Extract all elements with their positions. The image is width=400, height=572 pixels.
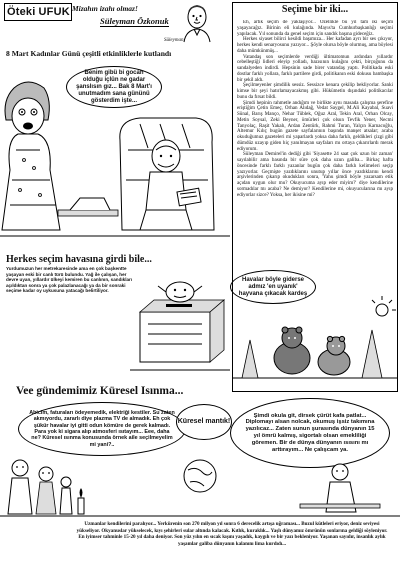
cartoon4-left-bubble bbox=[18, 402, 186, 456]
article-paragraph: Eh, artık seçim de yaklaşıyor... Özellikle bu yıl tam iki seçim yaşayacağız. Birinin eli kulağında. Mayıs'ta Cumhurbaşkanlığı seçimi yapılacak. Yıl sonunda da genel seçim için sandık başına gideceğiz. bbox=[237, 20, 393, 37]
cartoon4-headline: Vee gündemimiz Küresel Isınma... bbox=[16, 385, 184, 397]
masthead-oteki: Öteki bbox=[7, 6, 36, 18]
article-body bbox=[237, 20, 393, 386]
cartoon1-illustration bbox=[0, 60, 230, 250]
article-paragraph: Herkes siyaset bilirci kesildi başımıza... Her kafadan ayrı bir ses çıkıyor, herkes kendi senaryosunu yazıyor... Şöyle olursa böyle olurmuş, ama böylesi daha mümkünmüş... bbox=[237, 36, 393, 54]
masthead bbox=[4, 3, 72, 21]
cartoon4-illustration bbox=[0, 454, 400, 520]
cartoon1-headline: 8 Mart Kadınlar Günü çeşitli etkinliklerle kutlandı bbox=[6, 49, 172, 58]
article-paragraph: Şeçilmeyenler şimdilik sessiz. Sessizce kenara çekilip bekliyorlar. Sanki kimse bir şeyi hatırlamayacakmış gibi. Hükümetin dışındaki politikacılar bunu da fırsat bildi. bbox=[237, 82, 393, 100]
cartoon4-right-bubble-text: Şimdi okula git, dirsek çürüt kafa patlat... Diplomayı alsan nolcak, okumuş işsiz takımına yazılıcaz... Zaten sunun şurasında dünyanın 15 yıl ömrü kalmış, sigortalı olsan emekliliği göremen. Bir de dünya dünyanın ısısını mı arttırayım... Ne çalışcam ya. bbox=[245, 412, 375, 453]
masthead-ufuk: UFUK bbox=[38, 6, 70, 18]
column-author: Süleyman Özkonuk bbox=[100, 16, 169, 26]
cartoon4-mid-bubble-text: Küresel mantık! bbox=[177, 418, 231, 425]
column-motto: Mizahın izahı olmaz! bbox=[72, 4, 138, 13]
cartoon2-caption: Yurdumuzun her metrekaresinde ama en çok başkentte yaşayan eski bir canlı türü bulundu. Yağ ile çalışan, her devre uyan, yıllardır ülkeyi kemiren bu canlının, sandıkları açıldıktan sonra ya çok palazlanacağı ya da bir sonraki seçime kadar oy uykusuna yatacağı belirtiliyor. bbox=[6, 266, 133, 294]
author-caricature bbox=[178, 2, 216, 42]
cartoon2-headline: Herkes seçim havasına girdi bile... bbox=[6, 254, 152, 265]
bottom-caption: Uzmanlar kendilerini paralıyor... Yerkürenin son 270 milyon yıl sonra 6 derecelik artışa uğraması... Buzul kütleleri eriyor, deniz seviyesi yükseliyor. Okyanuslar yükselecek, kıyı şehirleri sular altında kalacak. Kıtlık, kuraklık... Yaşlı dünyamız ömrünün sonlarına geldiği söyleniyor. En iyimser tahminle 15-20 yıl daha deniyor. Son yüz yılın en sıcak kışını yaşadık, kaygılı ve bir yazı bekleniyor. Yaşanan sayıdır, insanlık aylık yaşamlar galiba dünyanın kalanını lima kurdıdı... bbox=[76, 521, 388, 547]
article-paragraph: Vatandaş son seçimlerde verdiği ültimatomun ardından yıllardır cebelleştiği lidleri eleyip yolladı, bazısının kulağını çekti, birçoğunu da sandalyeden indirdi. Hepsinin sade birer vatandaş yaptı. Politikada eski dostlar farklı yollara, farklı partilere girdi, politikanın eski dokusu bambaşka bir şekil aldı. bbox=[237, 53, 393, 83]
author-signature: Süleyman bbox=[164, 38, 184, 43]
article-paragraph: Şimdi hepinin rahmetle andığım ve birlikte aynı masada çalışma şerefine eriştiğim Çetin Emeç, Orhan Alıdağ, Vedat Saygel, M.Ali Kayabal, Suavi Sünal, Barış Manço, Nehar Tüblek, Oğuz Aral, Tekin Aral, Orhan Olcay, Metin Soysal, Zeki Beyner, ömürleri çok olsun Tevfik Yener, Necmi Tanyolaç, Raşit Yakalı, Ardan Zentürk, Rahmi Turan, Yalçın Karnacoğlu, Altemur Kılıç bugün gazete sayfalarının başında manşet atsalar; acaba okuduğumuz gazeteleri mi yaparlardı yoksa daha farklı, geldikleri çizgi gibi dümdüz uzayıp giden hiç yanılmayan sayfaları mı ortaya çıkarırlardı merak ediyorum. bbox=[237, 99, 393, 152]
cartoon4-mid-bubble bbox=[176, 404, 232, 440]
article-title: Seçime bir iki... bbox=[281, 4, 349, 15]
cartoon4-left-bubble-text: Abicim, faturaları ödeyemedik, elektriği kestiler. Su zaten akmıyordu, zararlı diye plazma TV de almadık. Eh çok şükür havalar iyi gitti odun kömüre de gerek kalmadı. Para yok ki sigara alıp atmosferi ısıtayım... Eee, daha ne? Küresel ısınma konusunda örnek aile seçilmeyelim mi yani?.. bbox=[29, 409, 175, 448]
cartoon1-bubble-text: Benim gibü bi gocan olduğu içlün ne gadar şanslısın gız... Bak 8 Mart'ı unutmadım sana gününü gösterdim işte... bbox=[76, 69, 152, 104]
cartoon2-illustration bbox=[130, 262, 230, 380]
cartoon3-bubble-text: Havalar böyle giderse admız 'en uyanık' hayvana çıkacak kardeş bbox=[238, 276, 308, 297]
article-paragraph: Süleyman Demirel'in dediği gibi 'Siyasette 24 saat çok uzun bir zaman' sayılabilir ama basında bir süre çok daha uzun galiba... Birkaç hafta öncesinde farklı farklı yazanlar bugün çok daha farklı kelimeleri seçip yazıyorlar. Geçmişte yazdıklarını unutup yıllar önce yazdıklarını kendi arşivlerinden çıkarıp okudukları sonra, 'Yahu şimdi böyle yazarsam etik açıdan uygun olur mu? Okuyucuma ayıp eder miyim?' diye kendilerine sormadılar mı acaba? Ne demiyor? Kendilerine mi, okuyucularına mı ayıp ediyorlar sizce? Yoksa, her ikisine mi? bbox=[237, 151, 393, 198]
